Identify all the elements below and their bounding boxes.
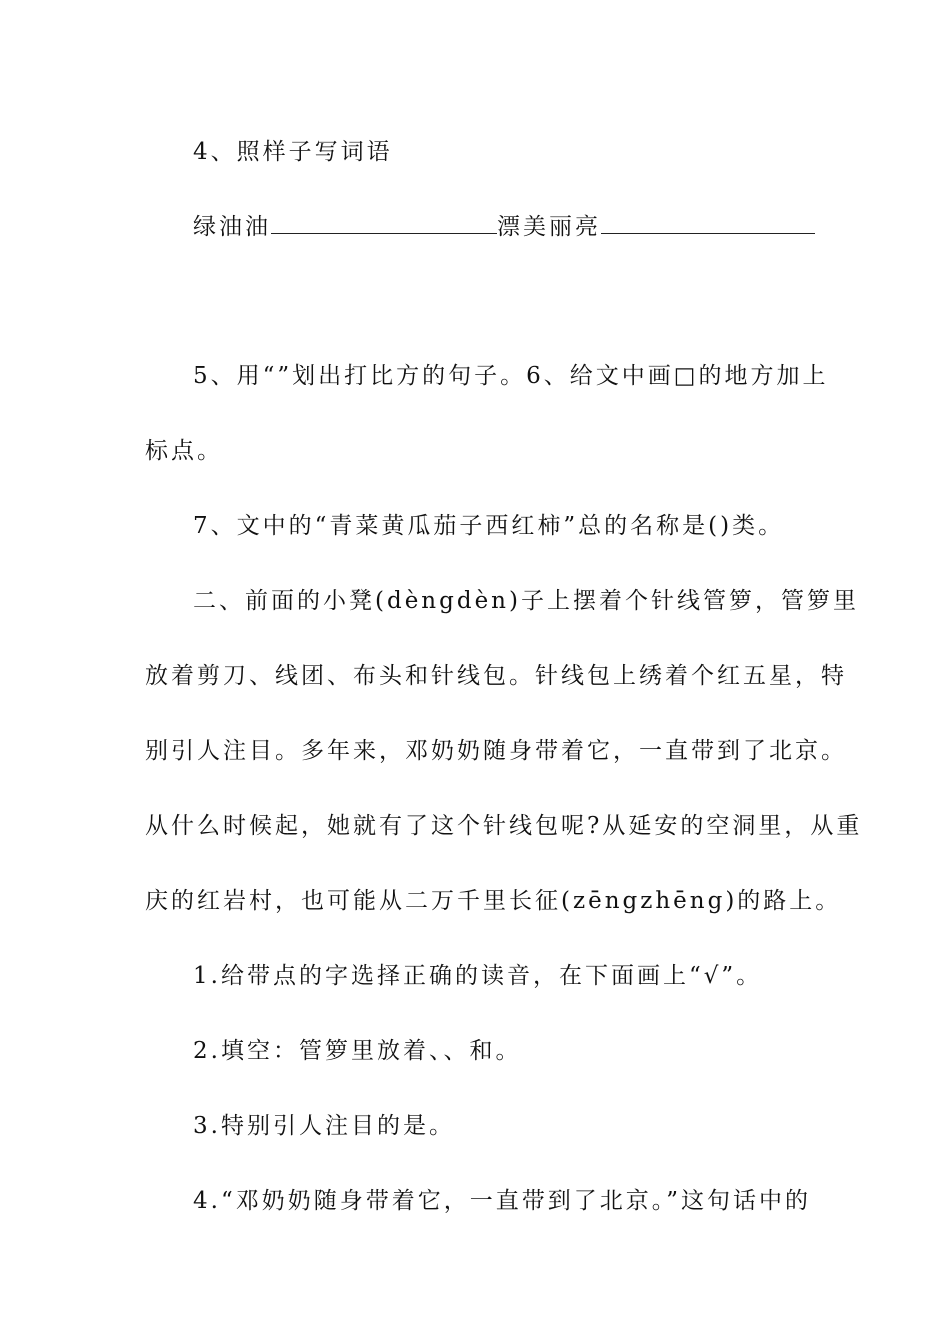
sub-question-2: 2.填空：管箩里放着、、和。	[193, 1038, 522, 1064]
passage-line-2: 放着剪刀、线团、布头和针线包。针线包上绣着个红五星，特	[145, 663, 847, 689]
answer-blank-2[interactable]	[601, 211, 815, 234]
passage-line-4: 从什么时候起，她就有了这个针线包呢?从延安的空洞里，从重	[145, 813, 863, 839]
passage-line-5: 庆的红岩村，也可能从二万千里长征(zēngzhēng)的路上。	[145, 888, 842, 914]
question-4-heading: 4、照样子写词语	[193, 139, 393, 165]
example-word-1: 绿油油	[193, 214, 271, 240]
question-5-6: 5、用“”划出打比方的句子。6、给文中画□的地方加上	[193, 363, 829, 389]
passage-line-1: 二、前面的小凳(dèngdèn)子上摆着个针线管箩，管箩里	[193, 588, 859, 614]
answer-blank-1[interactable]	[271, 211, 497, 234]
question-6-continued: 标点。	[145, 438, 223, 464]
sub-question-3: 3.特别引人注目的是。	[193, 1113, 455, 1139]
example-words-row	[193, 211, 805, 242]
question-7: 7、文中的“青菜黄瓜茄子西红柿”总的名称是()类。	[193, 513, 785, 539]
example-word-2: 漂美丽亮	[497, 214, 601, 240]
passage-line-3: 别引人注目。多年来，邓奶奶随身带着它，一直带到了北京。	[145, 738, 847, 764]
sub-question-1: 1.给带点的字选择正确的读音，在下面画上“√”。	[193, 963, 763, 989]
sub-question-4: 4.“邓奶奶随身带着它，一直带到了北京。”这句话中的	[193, 1188, 811, 1214]
